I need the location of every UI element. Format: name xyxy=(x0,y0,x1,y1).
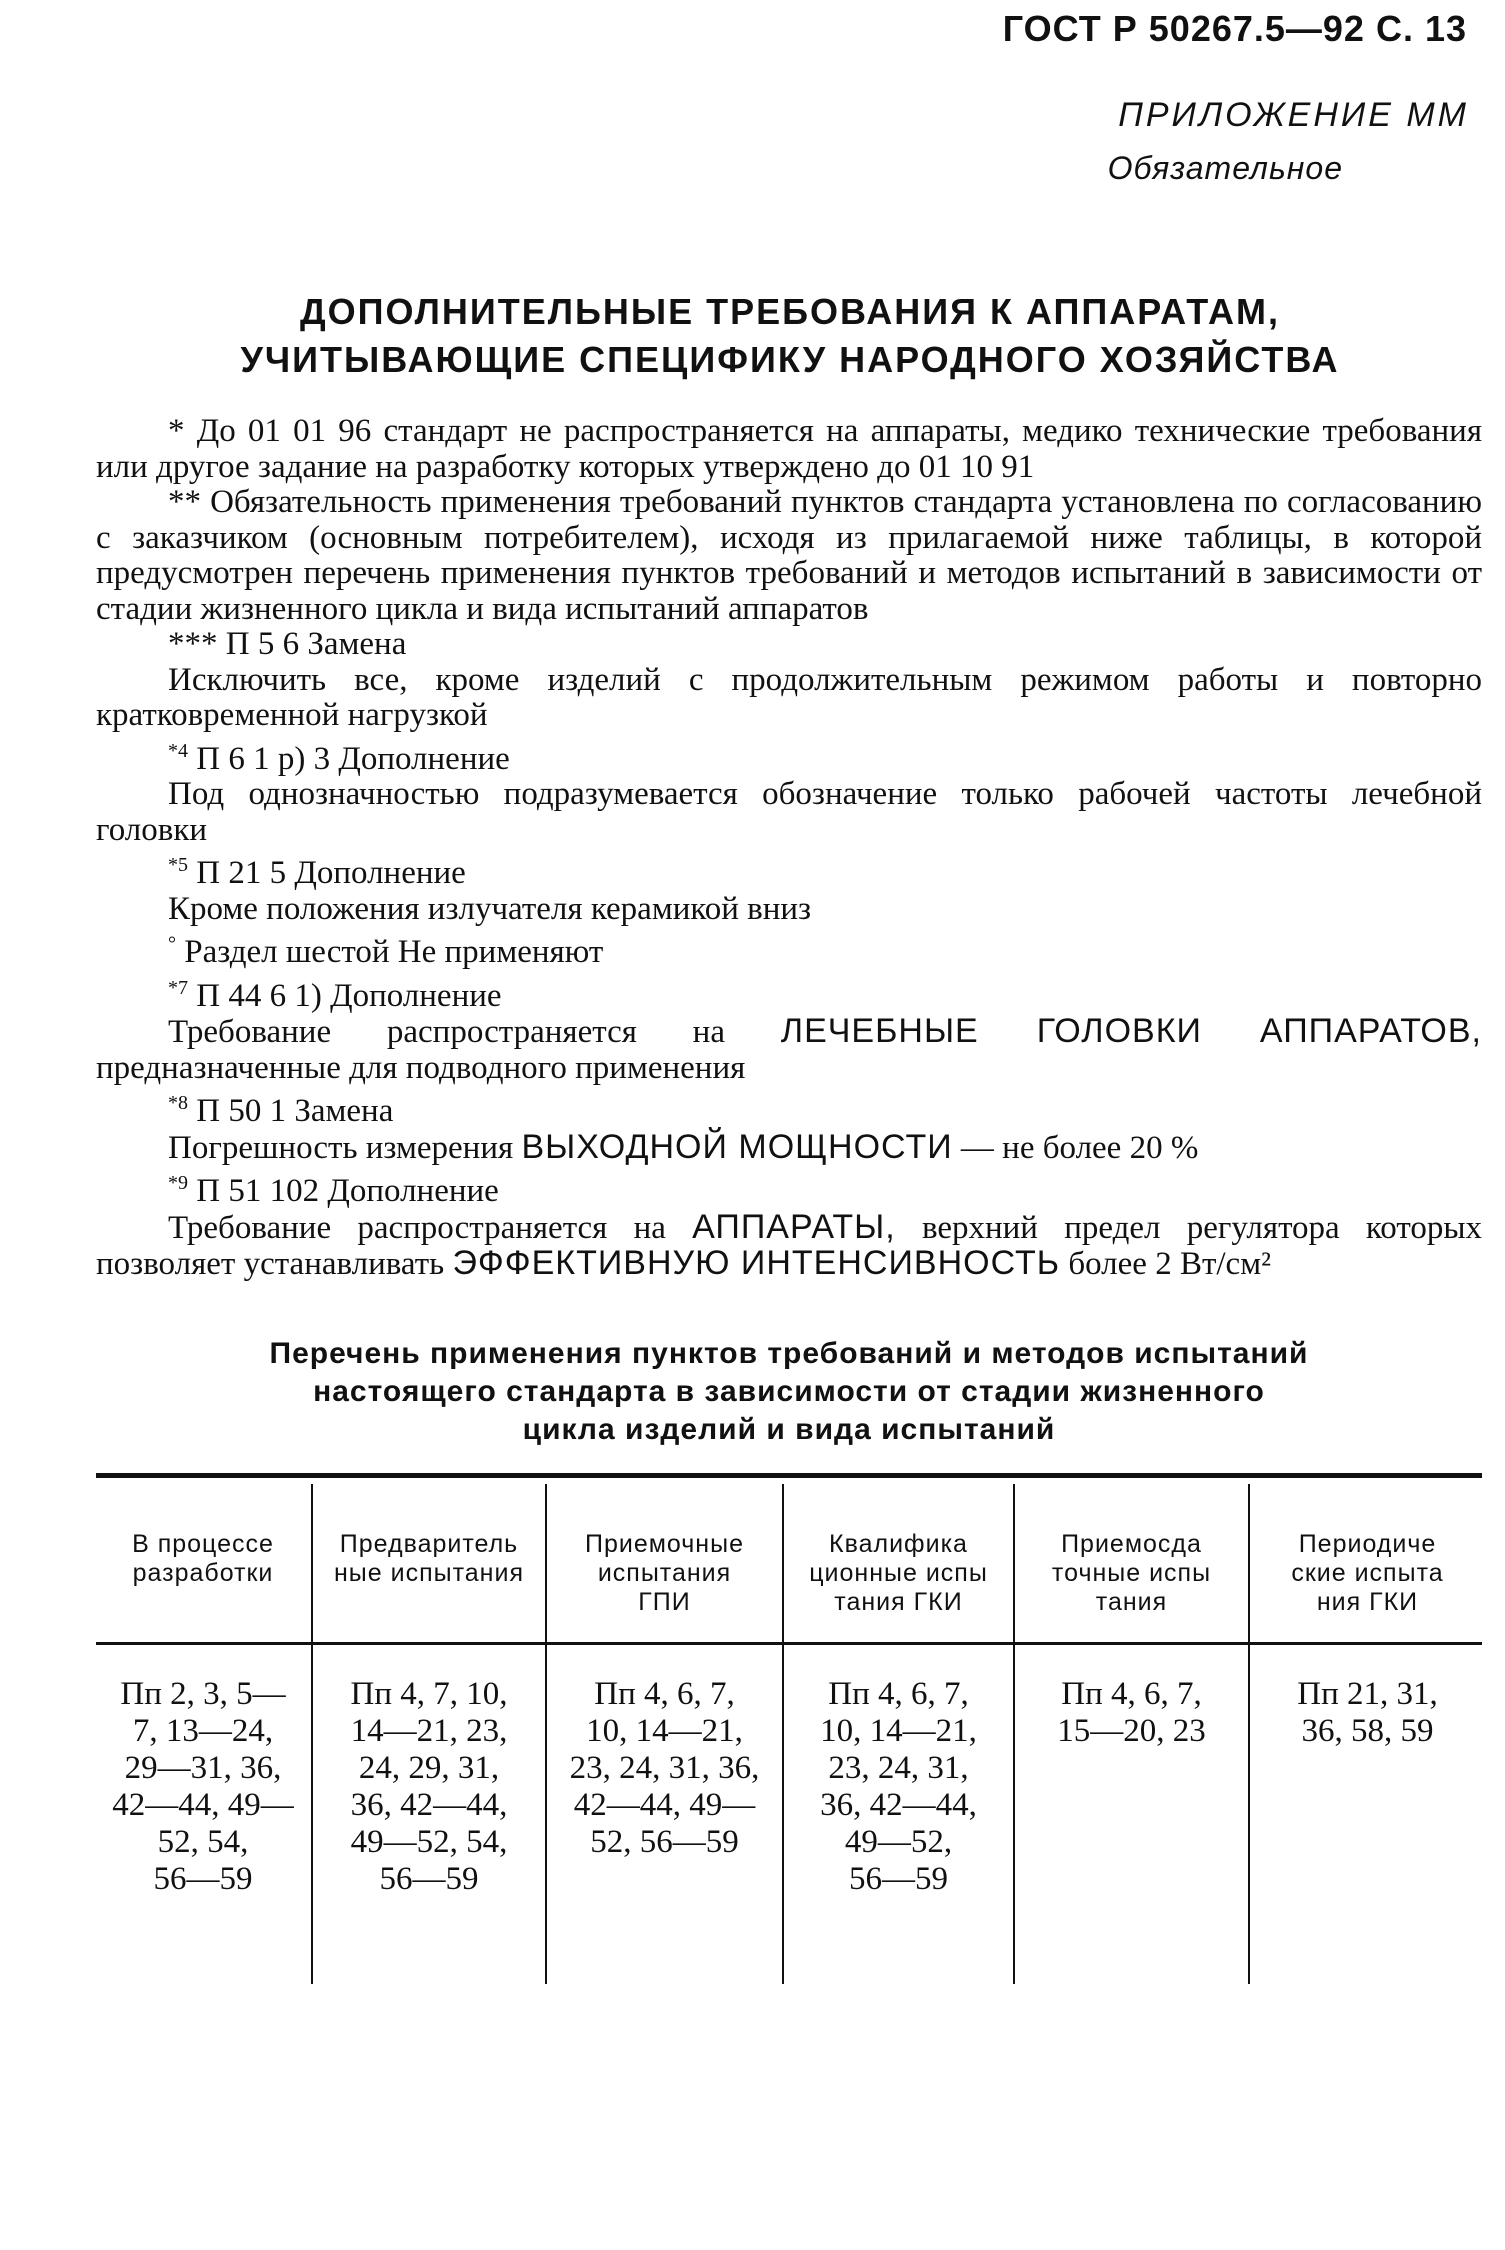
table-top-rule xyxy=(96,1473,1482,1478)
table-cell-line: 49—52, 54, xyxy=(350,1824,508,1860)
table-cell-line: 36, 42—44, xyxy=(350,1787,508,1823)
table-cell-line: 36, 42—44, xyxy=(820,1787,977,1823)
table-cell-line: 15—20, 23 xyxy=(1057,1713,1206,1749)
note-2: ** Обязательность применения требований пунктов стандарта установлена по согласованию с заказчиком (основным потребителем), исходя из прилагаемой ниже таблицы, в которой предусмотрен перечень применения пунктов требований и методов испытаний в зависимости от стадии жизненного цикла и вида испытаний аппаратов xyxy=(96,484,1482,627)
table-header-cell xyxy=(787,1530,1010,1617)
table-cell-line: 56—59 xyxy=(153,1861,253,1897)
table-column-divider xyxy=(782,1484,784,1984)
note-head-text: П 6 1 р) 3 Дополнение xyxy=(196,740,510,777)
note-head-text: П 50 1 Замена xyxy=(196,1093,394,1129)
table-cell-line: 14—21, 23, xyxy=(350,1713,508,1749)
table-header-line: ния ГКИ xyxy=(1316,1588,1419,1616)
table-data-cell xyxy=(1018,1676,1245,1750)
note-6-head xyxy=(96,927,1482,971)
table-cell-line: 10, 14—21, xyxy=(820,1713,977,1749)
table-header-line: ционные испы xyxy=(809,1559,988,1587)
note-7-body xyxy=(96,1014,1482,1086)
note-caps-term: АППАРАТЫ, xyxy=(692,1207,896,1246)
note-marker: *5 xyxy=(168,854,188,876)
table-header-line: ские испыта xyxy=(1291,1559,1444,1587)
note-marker: *9 xyxy=(168,1172,188,1194)
table-header-cell xyxy=(98,1530,308,1588)
note-marker: *8 xyxy=(168,1092,188,1114)
table-column-divider xyxy=(1013,1484,1015,1984)
main-title-line: ДОПОЛНИТЕЛЬНЫЕ ТРЕБОВАНИЯ К АППАРАТАМ, xyxy=(299,291,1280,332)
table-cell-line: Пп 4, 7, 10, xyxy=(350,1676,508,1712)
note-8-body xyxy=(96,1127,1482,1167)
appendix-title: ПРИЛОЖЕНИЕ ММ xyxy=(1118,96,1469,134)
note-1: * До 01 01 96 стандарт не распространяется на аппараты, медико технические требования или другое задание на разработку которых утверждено до 01 10 91 xyxy=(96,413,1482,485)
table-cell-line: 49—52, xyxy=(844,1824,953,1860)
note-7-head xyxy=(96,971,1482,1015)
main-title xyxy=(100,288,1480,384)
note-5-head xyxy=(96,848,1482,892)
note-3-body: Исключить все, кроме изделий с продолжительным режимом работы и повторно кратковременной нагрузкой xyxy=(96,661,1482,733)
table-cell-line: 56—59 xyxy=(849,1861,948,1897)
note-3-head: *** П 5 6 Замена xyxy=(168,626,407,662)
note-text: более 2 Вт/см² xyxy=(1068,1246,1271,1282)
note-marker: *7 xyxy=(168,976,188,999)
table-cell-line: Пп 4, 6, 7, xyxy=(594,1676,735,1712)
table-data-cell xyxy=(550,1676,779,1861)
table-data-cell xyxy=(316,1676,542,1898)
table-cell-line: 10, 14—21, xyxy=(586,1713,743,1749)
note-caps-term: ВЫХОДНОЙ МОЩНОСТИ xyxy=(521,1127,953,1166)
table-header-line: точные испы xyxy=(1051,1559,1212,1587)
table-header-line: Приемочные xyxy=(585,1530,744,1558)
note-8-head xyxy=(96,1086,1482,1130)
note-text: верхний предел регулятора которых позволяет устанавливать xyxy=(96,1209,1483,1282)
table-cell-line: 36, 58, 59 xyxy=(1301,1713,1434,1749)
table-header-line: ные испытания xyxy=(334,1559,524,1587)
table-header-cell xyxy=(550,1530,779,1617)
note-9-head xyxy=(96,1166,1482,1210)
note-text: Погрешность измерения xyxy=(168,1129,514,1166)
note-text: предназначенные для подводного применения xyxy=(96,1049,746,1086)
table-header-line: Периодиче xyxy=(1298,1530,1437,1558)
note-9-body xyxy=(96,1207,1483,1283)
table-cell-line: 23, 24, 31, 36, xyxy=(569,1750,760,1786)
note-head-text: П 21 5 Дополнение xyxy=(196,855,466,891)
table-cell-line: Пп 4, 6, 7, xyxy=(1061,1676,1202,1712)
note-4-body: Под однозначностью подразумевается обозначение только рабочей частоты лечебной головки xyxy=(96,776,1482,848)
table-cell-line: Пп 21, 31, xyxy=(1297,1676,1438,1712)
table-header-line: разработки xyxy=(132,1559,274,1587)
table-title-line: цикла изделий и вида испытаний xyxy=(522,1413,1056,1446)
table-cell-line: Пп 4, 6, 7, xyxy=(828,1676,969,1712)
note-marker: ° xyxy=(168,933,176,955)
table-header-cell xyxy=(1253,1530,1482,1617)
note-head-text: Раздел шестой Не применяют xyxy=(184,934,604,970)
table-header-line: В процессе xyxy=(132,1530,274,1558)
table-cell-line: 42—44, 49— xyxy=(112,1787,294,1823)
table-column-divider xyxy=(545,1484,547,1984)
table-header-rule xyxy=(96,1642,1482,1645)
note-text: Требование распространяется на xyxy=(168,1014,725,1050)
table-header-line: испытания xyxy=(597,1559,732,1587)
table-data-cell xyxy=(98,1676,308,1898)
table-title-line: Перечень применения пунктов требований и методов испытаний xyxy=(269,1337,1309,1370)
note-text: — не более 20 % xyxy=(960,1129,1199,1166)
note-caps-term: ЛЕЧЕБНЫЕ ГОЛОВКИ АППАРАТОВ, xyxy=(780,1012,1483,1050)
table-cell-line: 56—59 xyxy=(379,1861,479,1897)
table-header-line: тания ГКИ xyxy=(834,1588,963,1616)
table-cell-line: 7, 13—24, xyxy=(132,1713,274,1749)
main-title-line: УЧИТЫВАЮЩИЕ СПЕЦИФИКУ НАРОДНОГО ХОЗЯЙСТВА xyxy=(240,339,1340,380)
footnotes xyxy=(96,414,1482,1283)
table-cell-line: Пп 2, 3, 5— xyxy=(120,1676,286,1712)
table-header-line: тания xyxy=(1095,1588,1168,1616)
table-title xyxy=(96,1335,1482,1449)
note-head-text: П 44 6 1) Дополнение xyxy=(196,977,502,1014)
table-cell-line: 52, 56—59 xyxy=(590,1824,739,1860)
table-header-line: Приемосда xyxy=(1061,1530,1202,1558)
table-data-cell xyxy=(787,1676,1010,1898)
table-cell-line: 42—44, 49— xyxy=(573,1787,756,1823)
note-caps-term: ЭФФЕКТИВНУЮ ИНТЕНСИВНОСТЬ xyxy=(452,1244,1061,1282)
table-header-line: ГПИ xyxy=(638,1588,691,1616)
note-marker: *4 xyxy=(168,739,188,762)
table-header-line: Квалифика xyxy=(829,1530,968,1558)
table-cell-line: 24, 29, 31, xyxy=(358,1750,500,1786)
table-title-line: настоящего стандарта в зависимости от стадии жизненного xyxy=(313,1375,1265,1408)
table-header-cell xyxy=(316,1530,542,1588)
appendix-status: Обязательное xyxy=(1107,150,1343,186)
table-header-cell xyxy=(1018,1530,1245,1617)
note-text: Требование распространяется на xyxy=(168,1209,666,1246)
table-data-cell xyxy=(1253,1676,1482,1750)
table-column-divider xyxy=(311,1484,313,1984)
table-cell-line: 52, 54, xyxy=(157,1824,249,1860)
table-cell-line: 29—31, 36, xyxy=(124,1750,282,1786)
note-4-head xyxy=(96,734,1482,778)
table-cell-line: 23, 24, 31, xyxy=(828,1750,969,1786)
page-header-reference: ГОСТ Р 50267.5—92 С. 13 xyxy=(1002,8,1467,49)
note-head-text: П 51 102 Дополнение xyxy=(196,1173,499,1209)
note-5-body: Кроме положения излучателя керамикой вниз xyxy=(168,890,812,927)
table-header-line: Предваритель xyxy=(339,1530,519,1558)
table-column-divider xyxy=(1248,1484,1250,1984)
